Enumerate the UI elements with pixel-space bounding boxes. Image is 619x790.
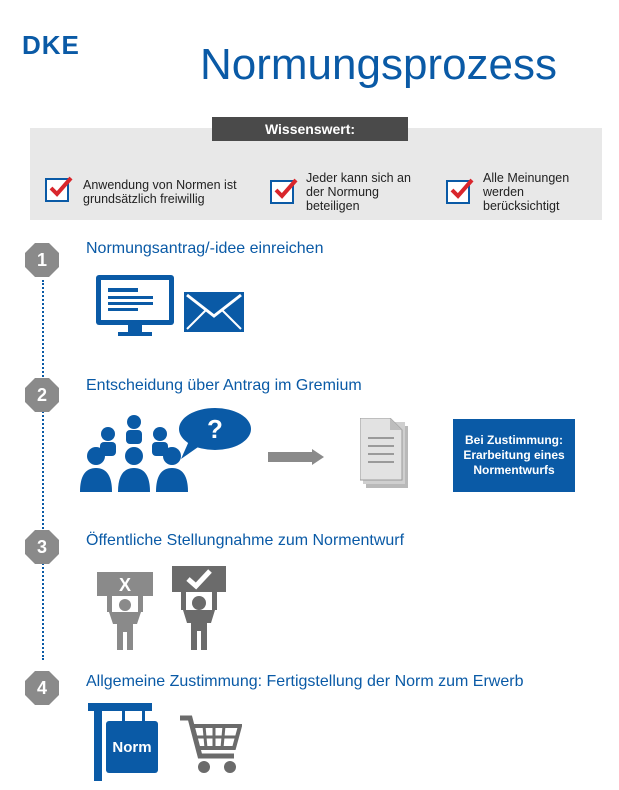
- step-title: Normungsantrag/-idee einreichen: [86, 240, 324, 257]
- info-item: Anwendung von Normen ist grundsätzlich freiwillig: [83, 178, 237, 206]
- info-heading: Wissenswert:: [212, 117, 408, 141]
- documents-icon: [360, 418, 410, 490]
- protest-no-icon: [97, 572, 153, 650]
- checkbox-icon: [45, 178, 69, 202]
- norm-label: Norm: [112, 739, 152, 756]
- envelope-icon: [184, 292, 244, 332]
- approval-note: Bei Zustimmung: Erarbeitung eines Normentwurfs: [453, 419, 575, 492]
- protest-yes-icon: [172, 566, 226, 650]
- step-connector: [42, 280, 44, 660]
- shopping-cart-icon: [180, 712, 242, 776]
- step-number-badge: 4: [25, 671, 59, 705]
- step-title: Allgemeine Zustimmung: Fertigstellung der Norm zum Erwerb: [86, 673, 524, 690]
- dke-logo: DKE: [22, 30, 80, 60]
- info-item: Alle Meinungen werden berücksichtigt: [483, 171, 570, 213]
- checkbox-icon: [270, 180, 294, 204]
- norm-sign-icon: [88, 703, 164, 781]
- audience-icon: [80, 412, 188, 492]
- arrow-icon: [268, 449, 324, 465]
- monitor-icon: [96, 275, 174, 337]
- step-title: Entscheidung über Antrag im Gremium: [86, 377, 362, 394]
- checkbox-icon: [446, 180, 470, 204]
- step-number-badge: 3: [25, 530, 59, 564]
- sign-x-label: X: [118, 575, 132, 595]
- info-item: Jeder kann sich an der Normung beteiligen: [306, 171, 411, 213]
- speech-bubble-icon: [175, 407, 251, 459]
- question-mark-label: ?: [207, 414, 223, 444]
- step-number-badge: 1: [25, 243, 59, 277]
- step-title: Öffentliche Stellungnahme zum Normentwurf: [86, 532, 405, 549]
- page-title: Normungsprozess: [200, 40, 558, 89]
- step-number-badge: 2: [25, 378, 59, 412]
